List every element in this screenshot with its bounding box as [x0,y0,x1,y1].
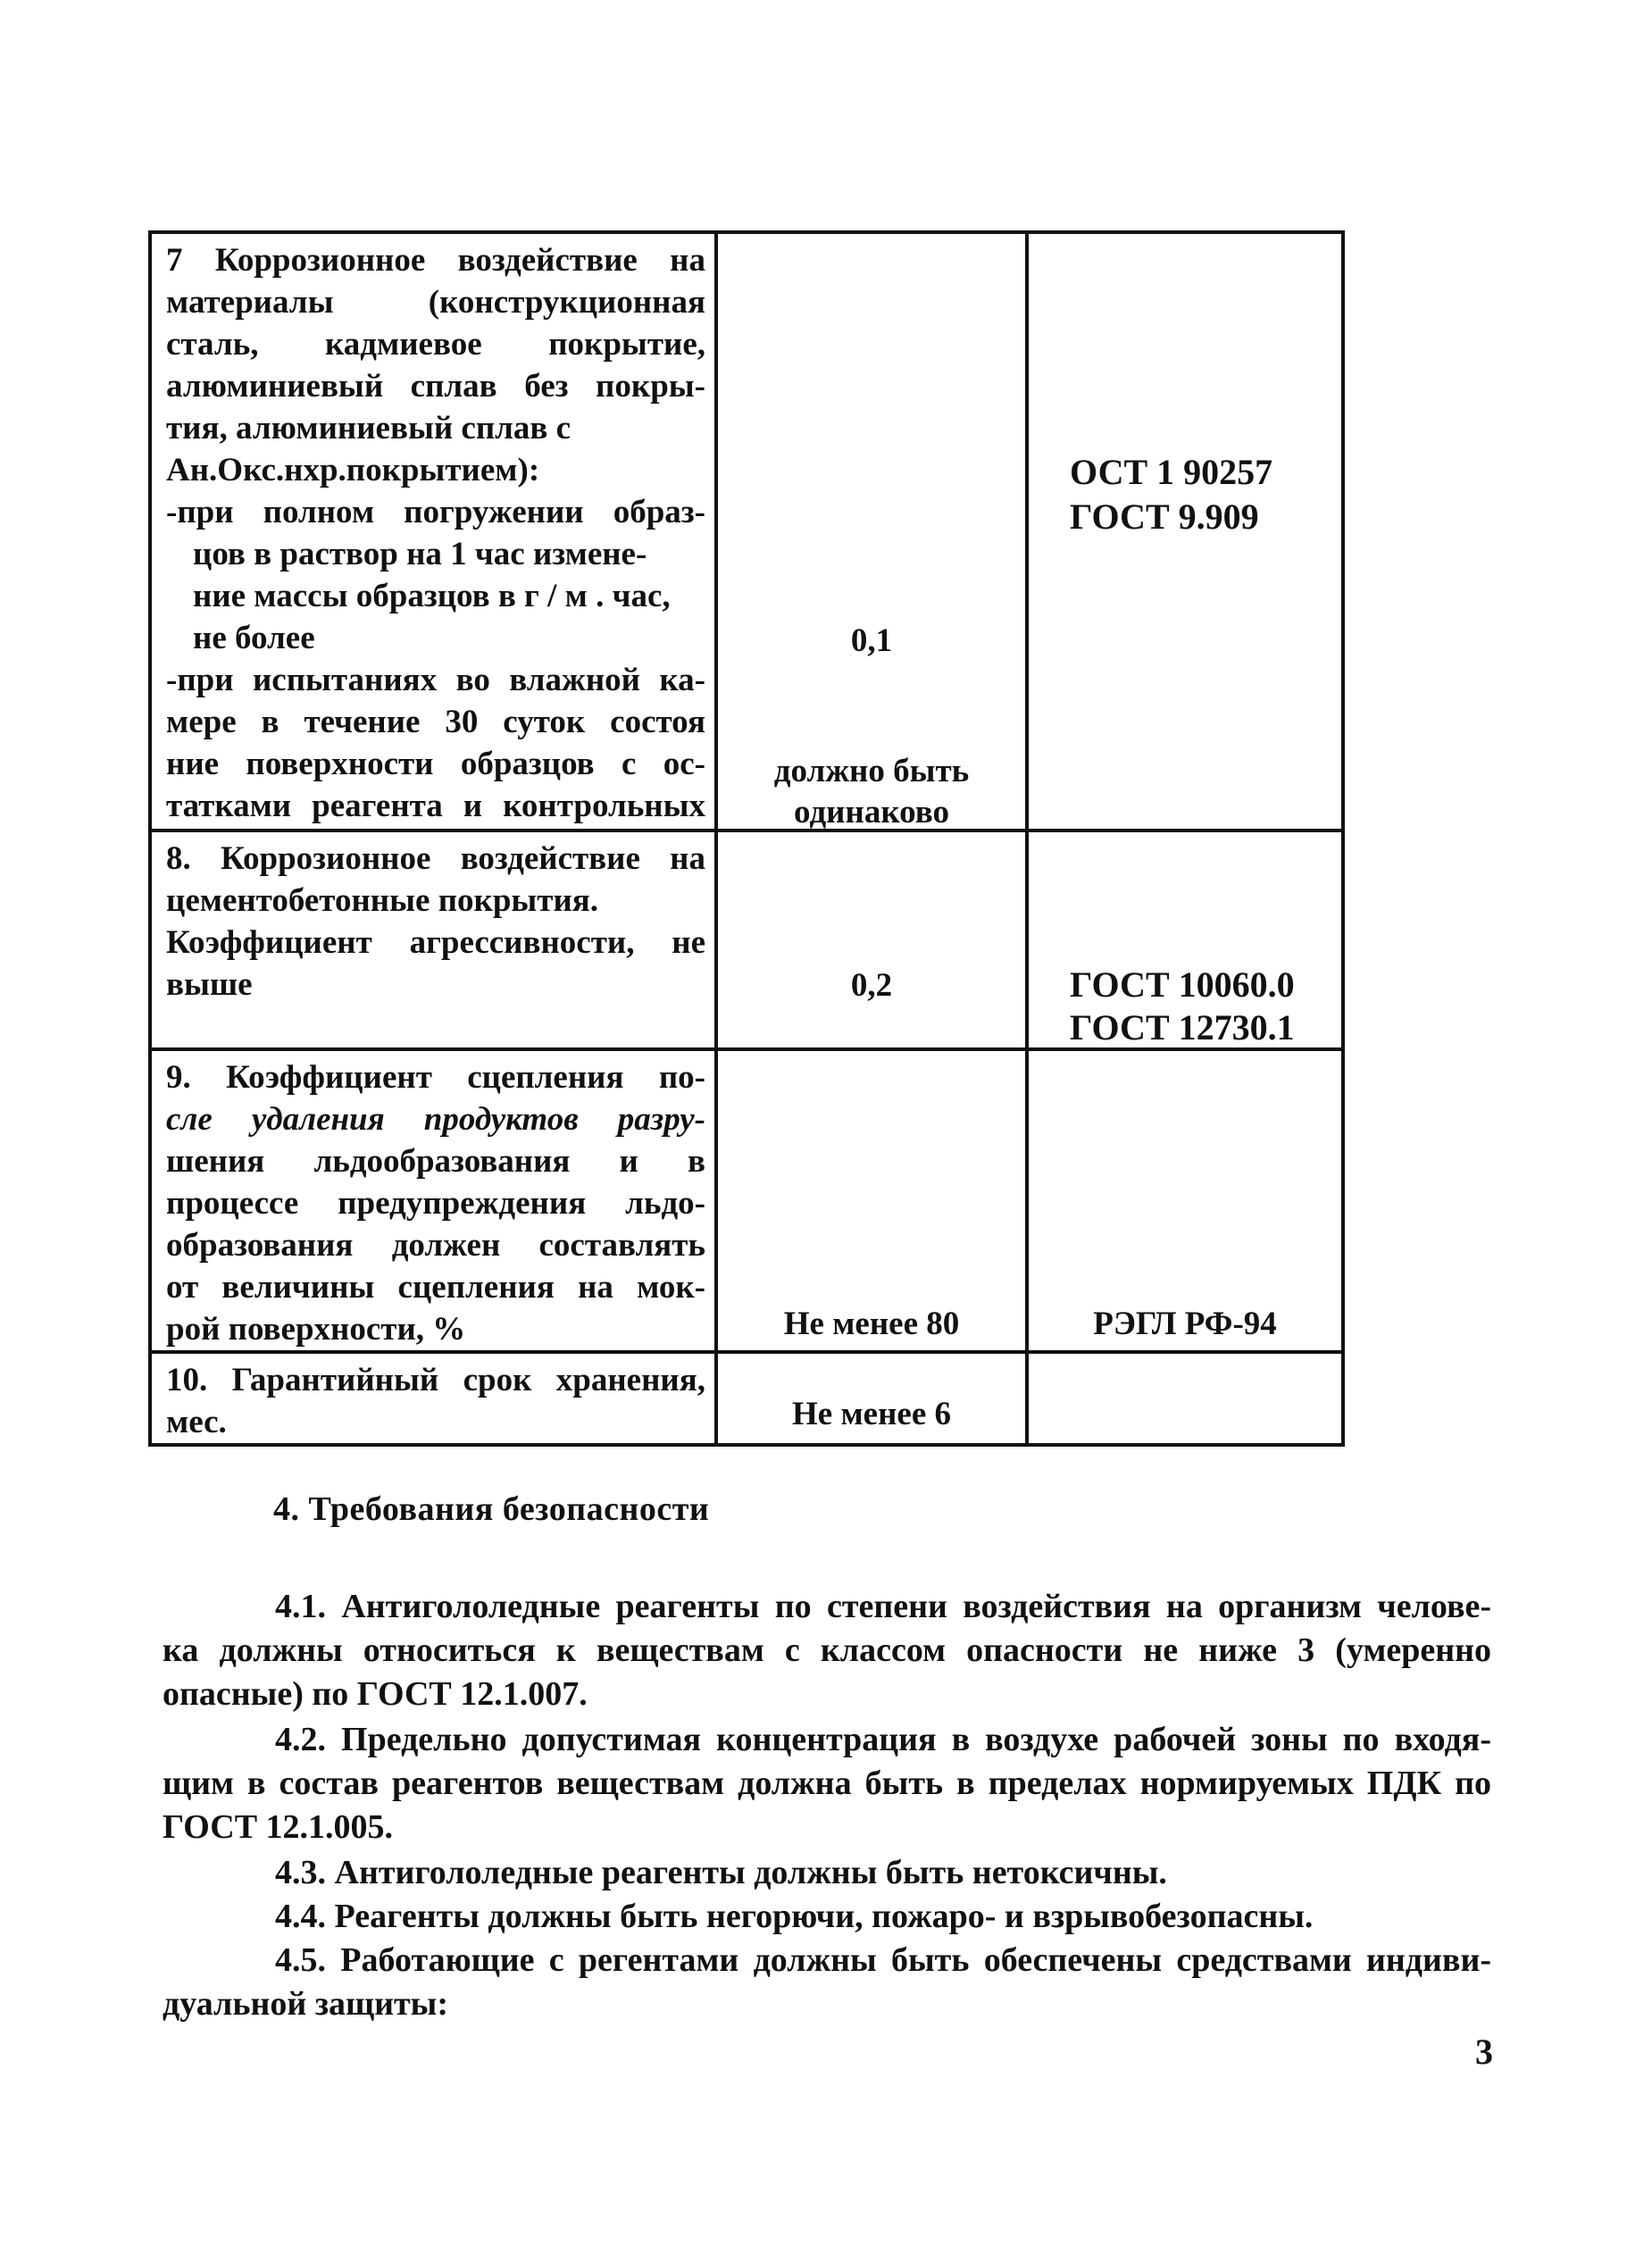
description-line: Коэффициент агрессивности, не [166,924,705,961]
requirement-value: 0,2 [850,967,893,1004]
description-line: образования должен составлять [166,1227,705,1264]
description-line: процессе предупреждения льдо- [166,1185,705,1222]
requirement-value: 0,1 [850,622,893,659]
description-line: выше [166,966,253,1003]
requirement-value: должно быть [773,753,970,789]
requirement-description-cell [150,232,716,830]
description-line: 7 Коррозионное воздействие на [166,242,705,279]
requirement-value: Не менее 6 [792,1396,951,1432]
requirement-value-cell [716,830,1027,1049]
table-row [150,830,1343,1049]
description-line: ние поверхности образцов с ос- [166,746,705,782]
description-line: -при полном погружении образ- [166,494,705,530]
description-line: татками реагента и контрольных [166,788,705,824]
paragraph [163,1718,1491,1849]
paragraph-line: ка должны относиться к веществам с классом опасности не ниже 3 (умеренно [163,1632,1491,1669]
paragraph-line: опасные) по ГОСТ 12.1.007. [163,1675,588,1713]
description-line: тия, алюминиевый сплав с [166,410,572,446]
requirement-value-cell [716,1352,1027,1445]
test-method-standard: ОСТ 1 90257 [1070,452,1273,492]
description-line: мес. [166,1404,227,1440]
table-row [150,1049,1343,1352]
paragraph [163,1851,1491,1895]
description-line: 8. Коррозионное воздействие на [166,840,705,877]
paragraph-line: 4.4. Реагенты должны быть негорючи, пожаро- и взрывобезопасны. [275,1898,1314,1935]
description-line: сле удаления продуктов разру- [166,1101,705,1138]
paragraph-line: щим в состав реагентов веществам должна быть в пределах нормируемых ПДК по [163,1765,1491,1802]
requirement-value: одинаково [794,794,949,830]
requirement-description [166,239,705,827]
description-line: материалы (конструкционная [166,284,705,321]
description-line: не более [193,620,315,656]
test-method-cell [1027,1049,1343,1352]
description-line: ние массы образцов в г / м . час, [193,578,671,614]
requirement-value-cell [716,1049,1027,1352]
section-heading: 4. Требования безопасности [273,1490,710,1528]
requirement-value-cell [716,232,1027,830]
test-method-cell [1027,830,1343,1049]
description-line: шения льдообразования и в [166,1143,705,1180]
requirement-description-cell [150,830,716,1049]
requirement-value: Не менее 80 [783,1306,960,1342]
page-number: 3 [1475,2032,1493,2072]
paragraph-line: 4.3. Антигололедные реагенты должны быть нетоксичны. [275,1854,1167,1891]
description-line: 10. Гарантийный срок хранения, [166,1362,705,1398]
description-line: алюминиевый сплав без покры- [166,368,705,405]
paragraph-line: 4.2. Предельно допустимая концентрация в воздухе рабочей зоны по входя- [275,1721,1491,1758]
description-line: сталь, кадмиевое покрытие, [166,326,705,363]
test-method-standard: ГОСТ 9.909 [1070,497,1259,537]
description-line: мере в течение 30 суток состоя [166,704,705,740]
paragraph-line: 4.5. Работающие с регентами должны быть обеспечены средствами индиви- [275,1941,1491,1979]
paragraph [163,1895,1491,1939]
requirement-description-cell [150,1049,716,1352]
test-method-standard: ГОСТ 12730.1 [1070,1007,1295,1047]
table-row [150,1352,1343,1445]
paragraph-line: ГОСТ 12.1.005. [163,1808,394,1846]
test-method-cell [1027,1352,1343,1445]
description-line: от величины сцепления на мок- [166,1269,705,1306]
requirement-description [166,838,705,1006]
requirement-description-cell [150,1352,716,1445]
paragraph [163,1585,1491,1716]
requirement-description [166,1056,705,1350]
test-method-standard: ГОСТ 10060.0 [1070,964,1295,1005]
description-line: Ан.Окс.нхр.покрытием): [166,452,540,488]
requirements-table [148,230,1345,1447]
description-line: рой поверхности, % [166,1311,466,1348]
table-row [150,232,1343,830]
test-method-standard: РЭГЛ РФ-94 [1093,1306,1277,1342]
paragraph [163,1939,1491,2026]
description-line: цов в раствор на 1 час измене- [193,536,647,572]
requirement-description [166,1359,705,1443]
paragraph-line: 4.1. Антигололедные реагенты по степени воздействия на организм челове- [275,1588,1491,1625]
test-method-cell [1027,232,1343,830]
paragraph-line: дуальной защиты: [163,1985,448,2023]
description-line: -при испытаниях во влажной ка- [166,662,705,698]
description-line: цементобетонные покрытия. [166,882,599,919]
description-line: 9. Коэффициент сцепления по- [166,1059,705,1096]
